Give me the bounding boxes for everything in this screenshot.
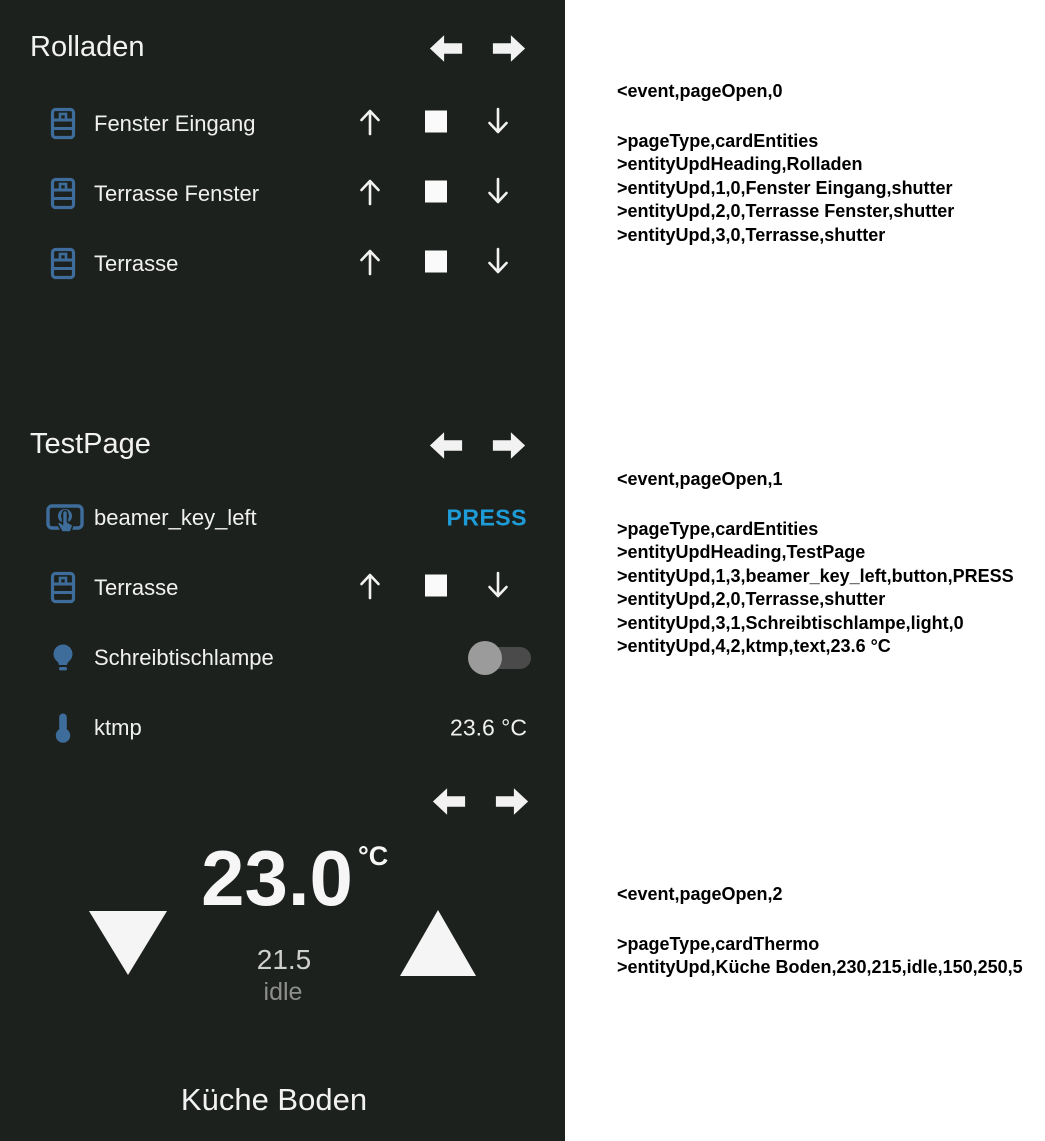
shutter-up-button[interactable] [353, 569, 387, 608]
entity-row-beamer-key-left [0, 494, 565, 542]
triangle-up-icon [398, 965, 478, 982]
light-toggle-switch[interactable] [468, 640, 532, 676]
entity-name: Schreibtischlampe [94, 645, 274, 670]
arrow-up-icon [353, 590, 387, 607]
entity-name: Terrasse [94, 575, 179, 600]
arrow-left-icon [428, 51, 464, 68]
entity-name: Terrasse [94, 251, 179, 276]
shutter-stop-button[interactable] [425, 251, 447, 278]
entity-name: Fenster Eingang [94, 111, 256, 136]
shutter-stop-button[interactable] [425, 575, 447, 602]
shutter-stop-button[interactable] [425, 111, 447, 138]
shutter-down-button[interactable] [481, 245, 515, 284]
entity-row-terrasse [0, 240, 565, 288]
arrow-left-icon [428, 448, 464, 465]
arrow-right-icon [491, 448, 527, 465]
arrow-down-icon [481, 196, 515, 213]
log-line: >pageType,cardEntities [617, 130, 819, 151]
nav-previous-button[interactable] [428, 430, 464, 461]
window-shutter-icon [46, 106, 84, 142]
log-line: >entityUpd,Küche Boden,230,215,idle,150,250,5 [617, 957, 1023, 977]
log-block-page0 [617, 80, 1037, 247]
stop-square-icon [425, 190, 447, 207]
arrow-right-icon [491, 51, 527, 68]
log-event-line: <event,pageOpen,1 [617, 469, 783, 489]
entity-row-schreibtischlampe [0, 634, 565, 682]
shutter-down-button[interactable] [481, 105, 515, 144]
entity-row-terrasse-2 [0, 564, 565, 612]
log-line: >entityUpdHeading,Rolladen [617, 154, 863, 174]
log-lines [617, 933, 1037, 980]
sensor-value: 23.6 °C [450, 714, 527, 741]
shutter-down-button[interactable] [481, 175, 515, 214]
shutter-down-button[interactable] [481, 569, 515, 608]
triangle-down-icon [88, 963, 168, 980]
log-line: >pageType,cardThermo [617, 933, 820, 954]
stop-square-icon [425, 120, 447, 137]
log-line: >entityUpd,1,0,Fenster Eingang,shutter [617, 177, 953, 198]
arrow-up-icon [353, 196, 387, 213]
log-block-page2 [617, 883, 1037, 980]
shutter-up-button[interactable] [353, 105, 387, 144]
log-block-page1 [617, 468, 1037, 659]
entity-row-terrasse-fenster [0, 170, 565, 218]
log-line: >entityUpd,2,0,Terrasse Fenster,shutter [617, 201, 955, 221]
arrow-up-icon [353, 126, 387, 143]
thermometer-icon [46, 710, 84, 746]
arrow-down-icon [481, 590, 515, 607]
stop-square-icon [425, 260, 447, 277]
press-button[interactable]: PRESS [446, 504, 527, 531]
log-event-line: <event,pageOpen,0 [617, 81, 783, 101]
log-lines [617, 130, 1037, 248]
log-line: >entityUpd,3,0,Terrasse,shutter [617, 224, 886, 245]
window-shutter-icon [46, 246, 84, 282]
lightbulb-icon [46, 640, 84, 676]
target-temperature: 21.5 [256, 944, 312, 975]
entity-name: Terrasse Fenster [94, 181, 260, 206]
toggle-knob [468, 641, 502, 675]
nav-previous-button[interactable] [428, 33, 464, 64]
arrow-up-icon [353, 266, 387, 283]
current-temperature: 23.0 [201, 834, 353, 922]
entity-name: beamer_key_left [94, 505, 257, 530]
log-lines [617, 518, 1037, 659]
entity-name: ktmp [94, 715, 142, 740]
shutter-up-button[interactable] [353, 245, 387, 284]
shutter-up-button[interactable] [353, 175, 387, 214]
gesture-tap-button-icon [46, 500, 84, 536]
nav-next-button[interactable] [491, 33, 527, 64]
nav-next-button[interactable] [494, 786, 530, 817]
entity-row-fenster-eingang [0, 100, 565, 148]
nav-next-button[interactable] [491, 430, 527, 461]
window-shutter-icon [46, 176, 84, 212]
log-line: >entityUpd,3,1,Schreibtischlampe,light,0 [617, 612, 964, 633]
log-line: >entityUpd,1,3,beamer_key_left,button,PRESS [617, 565, 1014, 586]
arrow-down-icon [481, 266, 515, 283]
window-shutter-icon [46, 570, 84, 606]
arrow-left-icon [431, 804, 467, 821]
entity-row-ktmp [0, 704, 565, 752]
temp-up-button[interactable] [398, 908, 478, 983]
page-title: TestPage [30, 428, 151, 460]
shutter-stop-button[interactable] [425, 181, 447, 208]
log-line: >entityUpdHeading,TestPage [617, 542, 866, 562]
log-event-line: <event,pageOpen,2 [617, 884, 783, 904]
page-title: Rolladen [30, 31, 145, 63]
nav-previous-button[interactable] [431, 786, 467, 817]
stop-square-icon [425, 584, 447, 601]
thermostat-title: Küche Boden [180, 1082, 368, 1117]
temp-down-button[interactable] [88, 910, 168, 981]
arrow-right-icon [494, 804, 530, 821]
log-line: >entityUpd,4,2,ktmp,text,23.6 °C [617, 636, 891, 656]
arrow-down-icon [481, 126, 515, 143]
log-line: >pageType,cardEntities [617, 518, 819, 539]
log-line: >entityUpd,2,0,Terrasse,shutter [617, 589, 886, 609]
temperature-unit: °C [358, 841, 389, 871]
hvac-state: idle [263, 978, 303, 1006]
